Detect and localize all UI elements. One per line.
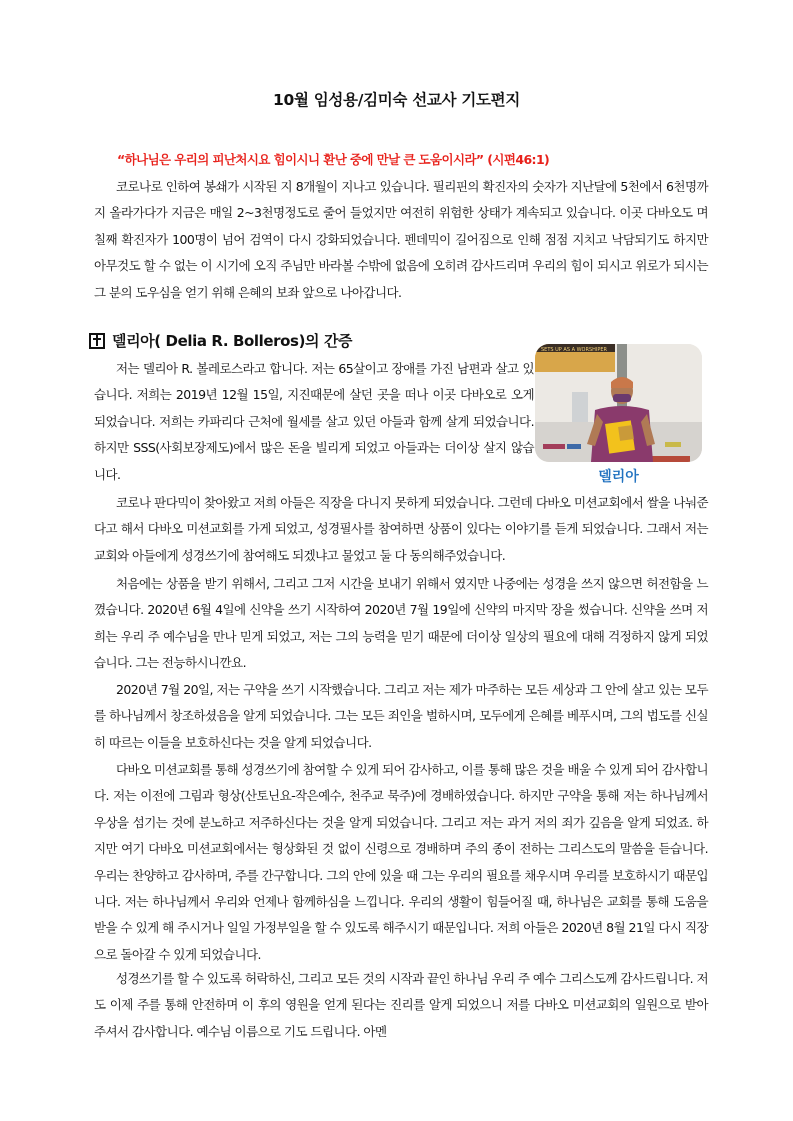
testimony-paragraph-3: 처음에는 상품을 받기 위해서, 그리고 그저 시간을 보내기 위해서 였지만 나중에는 성경을 쓰지 않으면 허전함을 느꼈습니다. 2020년 6월 4일에 신약을 쓰기 시작하여 2020년 7월 19일에 신약의 마지막 장을 썼습니다. 신약을 쓰며 저희는 우리 주 예수님을 만나 믿게 되었고, 저는 그의 능력을 믿기 때문에 더이상 일상의 필요에 대해 걱정하지 않게 되었습니다. 그는 전능하시니깐요. [94,576,708,671]
scripture-verse: “하나님은 우리의 피난처시요 힘이시니 환난 중에 만날 큰 도움이시라” (시편46:1) [117,152,550,167]
intro-paragraph [94,174,708,306]
section-heading-text: 델리아( Delia R. Bolleros)의 간증 [112,332,353,350]
cross-icon [89,333,105,349]
testimony-paragraph-5: 다바오 미션교회를 통해 성경쓰기에 참여할 수 있게 되어 감사하고, 이를 통해 많은 것을 배울 수 있게 되어 감사합니다. 저는 이전에 그림과 형상(산토닌요-작은예수, 천주교 묵주)에 경배하였습니다. 하지만 구약을 통해 저는 하나님께서 우상을 섬기는 것에 분노하고 저주하신다는 것을 알게 되었습니다. 그리고 저는 과거 저의 죄가 깊음을 알게 되었죠. 하지만 여기 다바오 미션교회에서는 형상화된 것 없이 신령으로 경배하며 주의 종이 전하는 그리스도의 말씀을 듣습니다. 우리는 찬양하고 감사하며, 주를 간구합니다. 그의 안에 있을 때 그는 우리의 필요를 채우시며 우리를 보호하시기 때문입니다. 저는 하나님께서 우리와 언제나 함께하심을 느낍니다. 우리의 생활이 힘들어질 때, 하나님은 교회를 통해 도움을 받을 수 있게 해 주시거나 일일 가정부일을 할 수 있도록 해주시기 때문입니다. 저희 아들은 2020년 8월 21일 다시 직장으로 돌아갈 수 있게 되었습니다. [94,762,708,962]
delia-photo [535,344,702,462]
photo-caption: 델리아 [598,469,639,485]
intro-text: 코로나로 인하여 봉쇄가 시작된 지 8개월이 지나고 있습니다. 필리핀의 확진자의 숫자가 지난달에 5천에서 6천명까지 올라가다가 지금은 매일 2~3천명정도로 줄어 들었지만 여전히 위험한 상태가 계속되고 있습니다. 이곳 다바오도 며칠째 확진자가 100명이 넘어 검역이 다시 강화되었습니다. 펜데믹이 길어짐으로 인해 점점 지치고 낙담되기도 하지만 아무것도 할 수 없는 이 시기에 오직 주님만 바라볼 수밖에 없음에 오히려 감사드리며 우리의 힘이 되시고 위로가 되시는 그 분의 도우심을 얻기 위해 은혜의 보좌 앞으로 나아갑니다. [94,179,708,300]
testimony-paragraph-2: 코로나 판다믹이 찾아왔고 저희 아들은 직장을 다니지 못하게 되었습니다. 그런데 다바오 미션교회에서 쌀을 나눠준다고 해서 다바오 미션교회를 가게 되었고, 성경필사를 참여하면 상품이 있다는 이야기를 듣게 되었습니다. 그래서 저는 교회와 아들에게 성경쓰기에 참여해도 되겠냐고 물었고 둘 다 동의해주었습니다. [94,495,708,563]
testimony-paragraph-1: 저는 델리아 R. 볼레로스라고 합니다. 저는 65살이고 장애를 가진 남편과 살고 있습니다. 저희는 2019년 12월 15일, 지진때문에 살던 곳을 떠나 이곳 다바오로 오게 되었습니다. 저희는 카파리다 근처에 월세를 살고 있던 아들과 함께 살게 되었습니다. 하지만 SSS(사회보장제도)에서 많은 돈을 빌리게 되었고 아들과는 더이상 살지 않습니다. [94,361,534,482]
section-heading [89,330,352,351]
testimony-paragraph-4: 2020년 7월 20일, 저는 구약을 쓰기 시작했습니다. 그리고 저는 제가 마주하는 모든 세상과 그 안에 살고 있는 모두를 하나님께서 창조하셨음을 알게 되었습니다. 그는 모든 죄인을 벌하시며, 모두에게 은혜를 베푸시며, 그의 법도를 신실히 따르는 이들을 보호하신다는 것을 알게 되었습니다. [94,682,708,750]
letter-title: 10월 임성용/김미숙 선교사 기도편지 [272,91,521,109]
testimony-paragraph-6: 성경쓰기를 할 수 있도록 허락하신, 그리고 모든 것의 시작과 끝인 하나님 우리 주 예수 그리스도께 감사드립니다. 저도 이제 주를 통해 안전하며 이 후의 영원을 얻게 된다는 진리를 알게 되었으니 저를 다바오 미션교회의 일원으로 받아 주셔서 감사합니다. 예수님 이름으로 기도 드립니다. 아멘 [94,971,708,1039]
svg-text:SETS UP AS A WORSHIPER: SETS UP AS A WORSHIPER [541,347,608,353]
